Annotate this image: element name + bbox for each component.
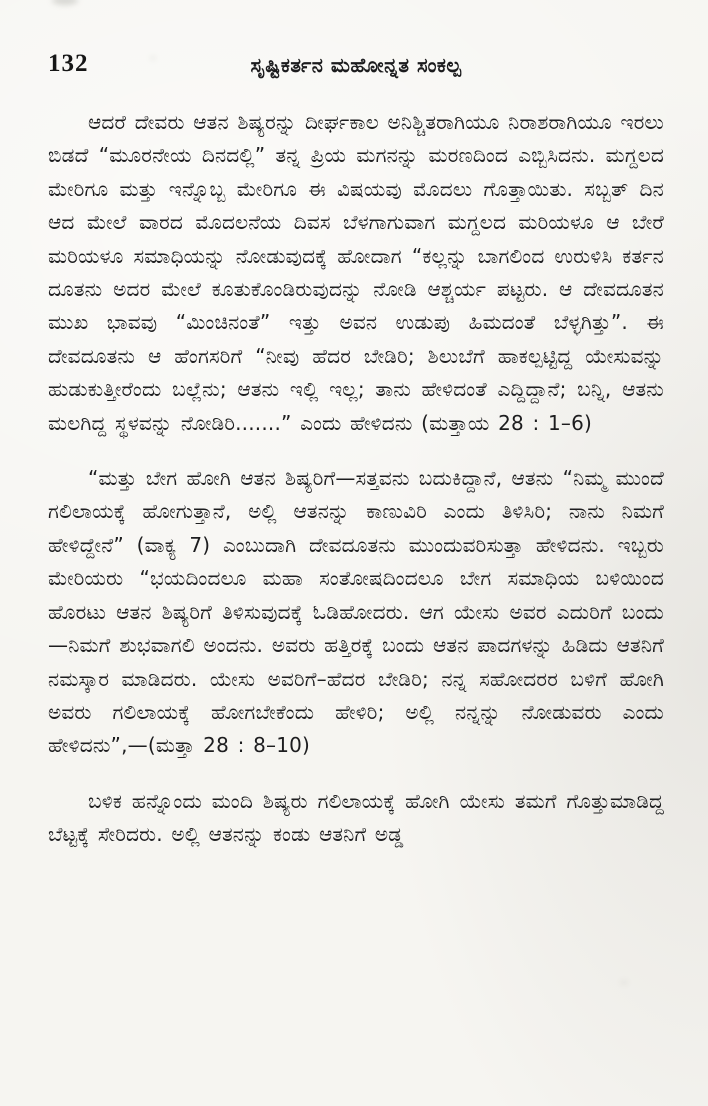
page-header: [48, 50, 664, 84]
body-paragraph-1: ಆದರೆ ದೇವರು ಆತನ ಶಿಷ್ಯರನ್ನು ದೀರ್ಘಕಾಲ ಅನಿಶ್ಚಿತರಾಗಿಯೂ ನಿರಾಶರಾಗಿಯೂ ಇರಲು ಬಿಡದೆ “ಮೂರನೇಯ ದಿನದಲ್ಲಿ” ತನ್ನ ಪ್ರಿಯ ಮಗನನ್ನು ಮರಣದಿಂದ ಎಬ್ಬಿಸಿದನು. ಮಗ್ದಲದ ಮೇರಿಗೂ ಮತ್ತು ಇನ್ನೊಬ್ಬ ಮೇರಿಗೂ ಈ ವಿಷಯವು ಮೊದಲು ಗೊತ್ತಾಯಿತು. ಸಬ್ಬತ್ ದಿನ ಆದ ಮೇಲೆ ವಾರದ ಮೊದಲನೆಯ ದಿವಸ ಬೆಳಗಾಗುವಾಗ ಮಗ್ದಲದ ಮರಿಯಳೂ ಆ ಬೇರೆ ಮರಿಯಳೂ ಸಮಾಧಿಯನ್ನು ನೋಡುವುದಕ್ಕೆ ಹೋದಾಗ “ಕಲ್ಲನ್ನು ಬಾಗಲಿಂದ ಉರುಳಿಸಿ ಕರ್ತನ ದೂತನು ಅದರ ಮೇಲೆ ಕೂತುಕೊಂಡಿರುವುದನ್ನು ನೋಡಿ ಆಶ್ಚರ್ಯ ಪಟ್ಟರು. ಆ ದೇವದೂತನ ಮುಖ ಭಾವವು “ಮಿಂಚಿನಂತೆ” ಇತ್ತು ಅವನ ಉಡುಪು ಹಿಮದಂತೆ ಬೆಳ್ಳಗಿತ್ತು”. ಈ ದೇವದೂತನು ಆ ಹೆಂಗಸರಿಗೆ “ನೀವು ಹೆದರ ಬೇಡಿರಿ; ಶಿಲುಬೆಗೆ ಹಾಕಲ್ಪಟ್ಟಿದ್ದ ಯೇಸುವನ್ನು ಹುಡುಕುತ್ತೀರೆಂದು ಬಲ್ಲೆನು; ಆತನು ಇಲ್ಲಿ ಇಲ್ಲ; ತಾನು ಹೇಳಿದಂತೆ ಎದ್ದಿದ್ದಾನೆ; ಬನ್ನಿ, ಆತನು ಮಲಗಿದ್ದ ಸ್ಥಳವನ್ನು ನೋಡಿರಿ.......” ಎಂದು ಹೇಳಿದನು (ಮತ್ತಾಯ 28 : 1–6): [48, 110, 664, 435]
page-body: [48, 106, 664, 852]
body-paragraph-3: ಬಳಿಕ ಹನ್ನೊಂದು ಮಂದಿ ಶಿಷ್ಯರು ಗಲಿಲಾಯಕ್ಕೆ ಹೋಗಿ ಯೇಸು ತಮಗೆ ಗೊತ್ತುಮಾಡಿದ್ದ ಬೆಟ್ಟಕ್ಕೆ ಸೇರಿದರು. ಅಲ್ಲಿ ಆತನನ್ನು ಕಂಡು ಆತನಿಗೆ ಅಡ್ಡ: [48, 788, 664, 847]
page-number: 132: [48, 50, 89, 77]
scan-smudge: [620, 980, 628, 985]
body-paragraph-2: “ಮತ್ತು ಬೇಗ ಹೋಗಿ ಆತನ ಶಿಷ್ಯರಿಗೆ—ಸತ್ತವನು ಬದುಕಿದ್ದಾನೆ, ಆತನು “ನಿಮ್ಮ ಮುಂದೆ ಗಲಿಲಾಯಕ್ಕೆ ಹೋಗುತ್ತಾನೆ, ಅಲ್ಲಿ ಆತನನ್ನು ಕಾಣುವಿರಿ ಎಂದು ತಿಳಿಸಿರಿ; ನಾನು ನಿಮಗೆ ಹೇಳಿದ್ದೇನೆ” (ವಾಕ್ಯ 7) ಎಂಬುದಾಗಿ ದೇವದೂತನು ಮುಂದುವರಿಸುತ್ತಾ ಹೇಳಿದನು. ಇಬ್ಬರು ಮೇರಿಯರು “ಭಯದಿಂದಲೂ ಮಹಾ ಸಂತೋಷದಿಂದಲೂ ಬೇಗ ಸಮಾಧಿಯ ಬಳಿಯಿಂದ ಹೊರಟು ಆತನ ಶಿಷ್ಯರಿಗೆ ತಿಳಿಸುವುದಕ್ಕೆ ಓಡಿಹೋದರು. ಆಗ ಯೇಸು ಅವರ ಎದುರಿಗೆ ಬಂದು—ನಿಮಗೆ ಶುಭವಾಗಲಿ ಅಂದನು. ಅವರು ಹತ್ತಿರಕ್ಕೆ ಬಂದು ಆತನ ಪಾದಗಳನ್ನು ಹಿಡಿದು ಆತನಿಗೆ ನಮಸ್ಕಾರ ಮಾಡಿದರು. ಯೇಸು ಅವರಿಗೆ–ಹೆದರ ಬೇಡಿರಿ; ನನ್ನ ಸಹೋದರರ ಬಳಿಗೆ ಹೋಗಿ ಅವರು ಗಲಿಲಾಯಕ್ಕೆ ಹೋಗಬೇಕೆಂದು ಹೇಳಿರಿ; ಅಲ್ಲಿ ನನ್ನನ್ನು ನೋಡುವರು ಎಂದು ಹೇಳಿದನು”,—(ಮತ್ತಾ 28 : 8–10): [48, 466, 664, 758]
running-title: ಸೃಷ್ಟಿಕರ್ತನ ಮಹೋನ್ನತ ಸಂಕಲ್ಪ: [250, 53, 462, 77]
scan-smudge: [52, 0, 78, 5]
